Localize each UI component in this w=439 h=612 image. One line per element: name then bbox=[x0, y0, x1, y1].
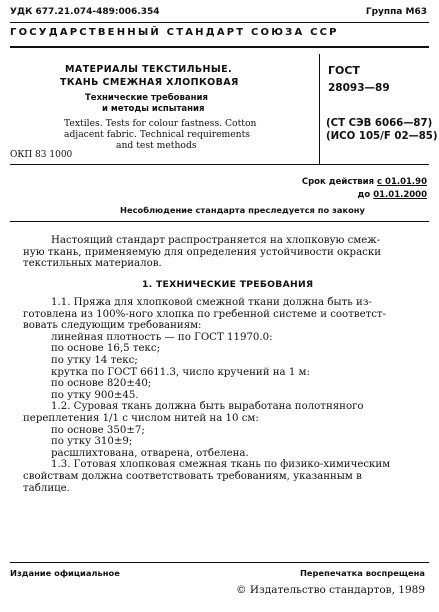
body-line: по утку 14 текс; bbox=[51, 354, 138, 366]
intro-line: текстильных материалов. bbox=[23, 258, 162, 270]
legal-warning: Несоблюдение стандарта преследуется по закону bbox=[120, 205, 365, 215]
validity-from-prefix: Срок действия bbox=[301, 177, 375, 187]
iso-reference: (ИСО 105/F 02—85) bbox=[326, 131, 438, 142]
copyright-notice: © Издательство стандартов, 1989 bbox=[236, 584, 425, 596]
body-line: 1.3. Готовая хлопковая смежная ткань по физико-химическим bbox=[51, 459, 391, 471]
body-line: по утку 310±9; bbox=[51, 436, 133, 448]
warning-rule bbox=[10, 221, 429, 222]
english-title-line-1: Textiles. Tests for colour fastness. Cotton bbox=[64, 118, 257, 129]
validity-to-prefix: до bbox=[357, 190, 371, 200]
body-line: по основе 16,5 текс; bbox=[51, 343, 161, 355]
title-line-2: ТКАНЬ СМЕЖНАЯ ХЛОПКОВАЯ bbox=[60, 77, 239, 88]
title-vertical-divider bbox=[319, 54, 320, 164]
section-title: 1. ТЕХНИЧЕСКИЕ ТРЕБОВАНИЯ bbox=[142, 279, 314, 290]
state-standard-banner: ГОСУДАРСТВЕННЫЙ СТАНДАРТ СОЮЗА ССР bbox=[10, 27, 339, 38]
udk-code: УДК 677.21.074-489:006.354 bbox=[10, 7, 160, 17]
validity-to-value: 01.01.2000 bbox=[373, 190, 427, 200]
footer-rule bbox=[10, 562, 429, 563]
title-block-bottom-rule bbox=[10, 164, 429, 165]
intro-line: Настоящий стандарт распространяется на хлопковую смеж- bbox=[51, 235, 381, 246]
intro-line: ную ткань, применяемую для определения устойчивости окраски bbox=[23, 246, 382, 258]
header-bottom-rule bbox=[10, 46, 429, 48]
group-code: Группа М63 bbox=[365, 7, 427, 17]
body-line: готовлена из 100%-ного хлопка по гребенной системе и соответст- bbox=[23, 308, 387, 320]
body-line: расшлихтована, отварена, отбелена. bbox=[51, 447, 249, 459]
title-line-1: МАТЕРИАЛЫ ТЕКСТИЛЬНЫЕ. bbox=[65, 64, 233, 75]
english-title-line-2: adjacent fabric. Technical requirements bbox=[64, 129, 250, 140]
body-line: свойствам должна соответствовать требованиям, указанным в bbox=[23, 470, 362, 482]
gost-number: 28093—89 bbox=[328, 82, 390, 94]
english-title-line-3: and test methods bbox=[116, 140, 197, 151]
intro-paragraph bbox=[23, 235, 423, 270]
body-line: таблице. bbox=[23, 482, 70, 494]
cmea-reference: (СТ СЭВ 6066—87) bbox=[326, 118, 433, 129]
okp-code: ОКП 83 1000 bbox=[10, 150, 73, 160]
requirements-body bbox=[23, 297, 423, 494]
subtitle-line-1: Технические требования bbox=[85, 93, 208, 103]
body-line: переплетения 1/1 с числом нитей на 10 см: bbox=[23, 412, 259, 424]
subtitle-line-2: и методы испытания bbox=[102, 104, 205, 114]
body-line: вовать следующим требованиям: bbox=[23, 320, 202, 332]
validity-from bbox=[302, 177, 427, 187]
gost-label: ГОСТ bbox=[328, 64, 360, 77]
header-top-rule bbox=[10, 22, 429, 23]
validity-from-value: с 01.01.90 bbox=[377, 177, 427, 187]
validity-to bbox=[358, 190, 427, 200]
body-line: 1.2. Суровая ткань должна быть выработана полотняного bbox=[51, 401, 364, 413]
official-edition: Издание официальное bbox=[10, 568, 120, 578]
body-line: по основе 350±7; bbox=[51, 424, 145, 436]
body-line: по основе 820±40; bbox=[51, 378, 152, 390]
reprint-prohibited: Перепечатка воспрещена bbox=[299, 568, 425, 578]
body-line: линейная плотность — по ГОСТ 11970.0: bbox=[51, 331, 273, 343]
body-line: по утку 900±45. bbox=[51, 389, 139, 401]
body-line: крутка по ГОСТ 6611.3, число кручений на 1 м: bbox=[51, 366, 310, 378]
body-line: 1.1. Пряжа для хлопковой смежной ткани должна быть из- bbox=[51, 297, 372, 308]
